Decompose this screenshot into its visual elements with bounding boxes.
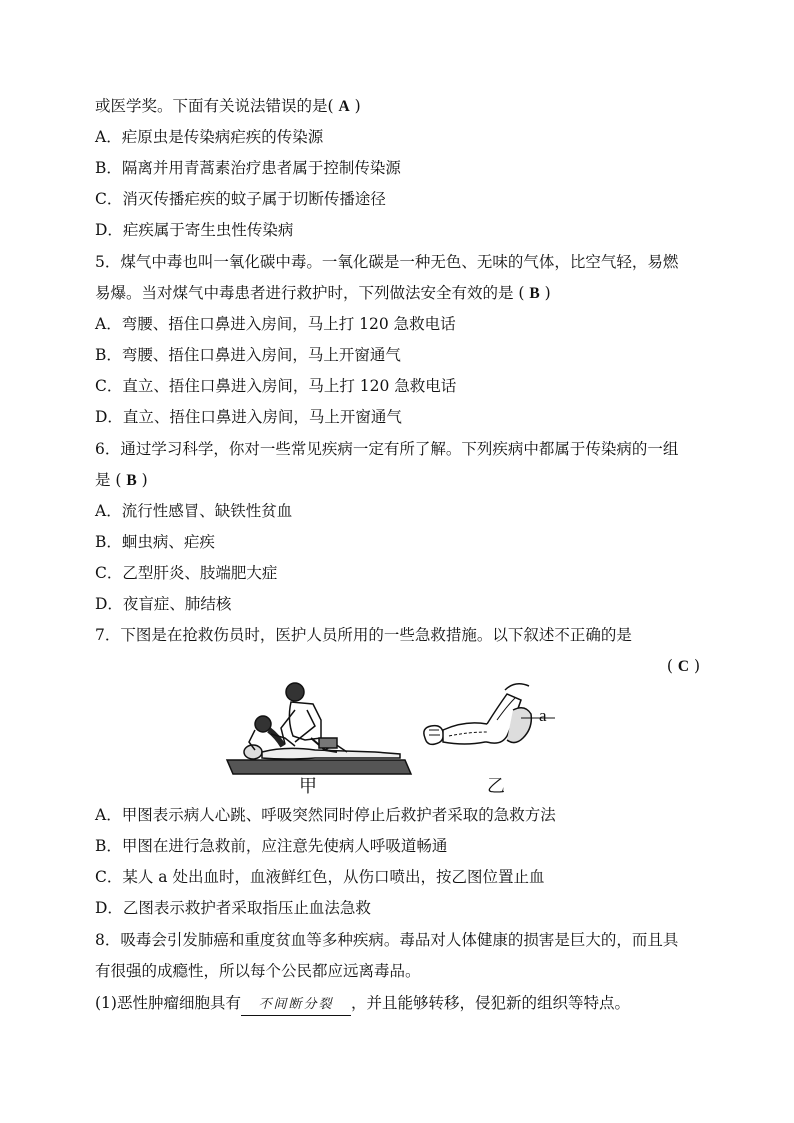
q5-stem: 5．煤气中毒也叫一氧化碳中毒。一氧化碳是一种无色、无味的气体，比空气轻，易燃: [95, 253, 679, 271]
answer-mark: B: [529, 285, 540, 302]
figure-illustration: [225, 680, 555, 795]
figure-label-jia: 甲: [299, 776, 317, 797]
figure-label-yi: 乙: [487, 776, 505, 797]
q8-part1: (1)恶性肿瘤细胞具有 不间断分裂 ，并且能够转移，侵犯新的组织等特点。: [95, 993, 705, 1016]
q7-option-c: C．某人 a 处出血时，血液鲜红色，从伤口喷出，按乙图位置止血: [95, 868, 545, 886]
q6-stem-end: 是 ( B ): [95, 471, 148, 489]
q5-stem-end: 易爆。当对煤气中毒患者进行救护时，下列做法安全有效的是 ( B ): [95, 284, 551, 302]
q6-stem: 6．通过学习科学，你对一些常见疾病一定有所了解。下列疾病中都属于传染病的一组: [95, 440, 679, 458]
first-aid-figure: [225, 680, 555, 795]
handwritten-answer: 不间断分裂: [241, 995, 351, 1016]
arm-pressure-illustration: [424, 684, 555, 745]
figure-label-a: a: [539, 706, 547, 725]
q7-option-a: A．甲图表示病人心跳、呼吸突然同时停止后救护者采取的急救方法: [95, 806, 556, 824]
q6-option-a: A．流行性感冒、缺铁性贫血: [95, 502, 293, 520]
q5-option-d: D．直立、捂住口鼻进入房间，马上开窗通气: [95, 408, 402, 426]
q4-option-b: B．隔离并用青蒿素治疗患者属于控制传染源: [95, 159, 401, 177]
q7-stem: 7．下图是在抢救伤员时，医护人员所用的一些急救措施。以下叙述不正确的是: [95, 626, 632, 644]
q5-option-a: A．弯腰、捂住口鼻进入房间，马上打 120 急救电话: [95, 315, 456, 333]
q4-stem-end: 或医学奖。下面有关说法错误的是( A ): [95, 97, 361, 115]
q6-option-b: B．蛔虫病、疟疾: [95, 533, 215, 551]
q7-answer: ( C ): [666, 657, 700, 675]
q4-option-c: C．消灭传播疟疾的蚊子属于切断传播途径: [95, 190, 386, 208]
q7-option-d: D．乙图表示救护者采取指压止血法急救: [95, 899, 371, 917]
q7-option-b: B．甲图在进行急救前，应注意先使病人呼吸道畅通: [95, 837, 448, 855]
q4-option-a: A．疟原虫是传染病疟疾的传染源: [95, 128, 324, 146]
q6-option-d: D．夜盲症、肺结核: [95, 595, 232, 613]
q5-option-c: C．直立、捂住口鼻进入房间，马上打 120 急救电话: [95, 377, 457, 395]
q6-option-c: C．乙型肝炎、肢端肥大症: [95, 564, 278, 582]
q8-stem-end: 有很强的成瘾性，所以每个公民都应远离毒品。: [95, 962, 421, 980]
answer-mark: C: [677, 658, 690, 675]
answer-mark: A: [338, 98, 350, 115]
q5-option-b: B．弯腰、捂住口鼻进入房间，马上开窗通气: [95, 346, 401, 364]
q4-option-d: D．疟疾属于寄生虫性传染病: [95, 221, 294, 239]
answer-mark: B: [126, 472, 137, 489]
cpr-illustration: [227, 683, 411, 774]
q8-stem: 8．吸毒会引发肺癌和重度贫血等多种疾病。毒品对人体健康的损害是巨大的，而且具: [95, 931, 679, 949]
